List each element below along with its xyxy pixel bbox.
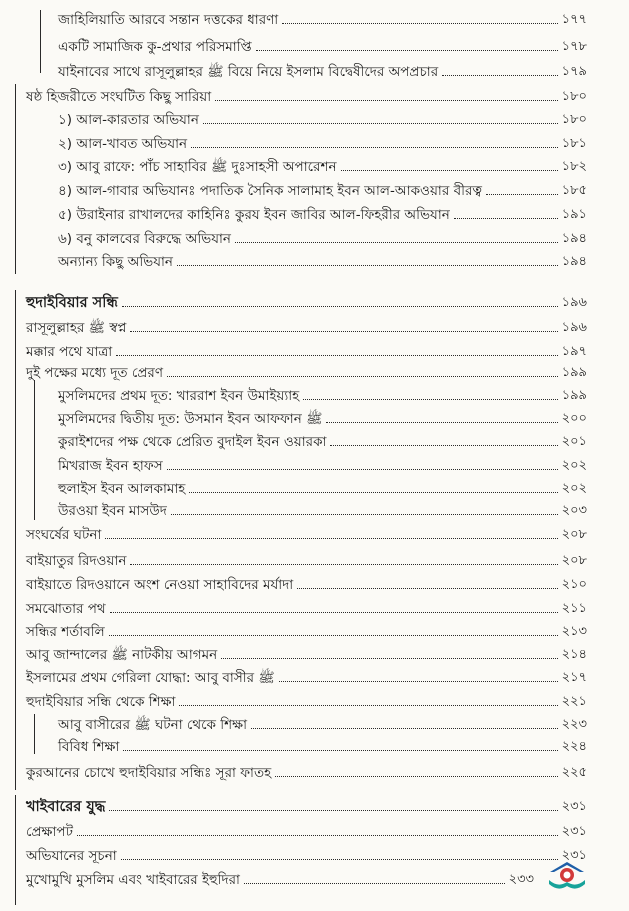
toc-entry-page: ১৯৭	[561, 344, 587, 359]
dot-leader	[282, 23, 557, 24]
toc-entry-title: ষষ্ঠ হিজরীতে সংঘটিত কিছু সারিয়া	[26, 89, 212, 105]
dot-leader	[256, 50, 558, 51]
toc-entry-title: মক্কার পথে যাত্রা	[26, 344, 113, 360]
toc-entry-title: মুসলিমদের প্রথম দূত: খাররাশ ইবন উমাইয়্যাহ	[58, 388, 300, 404]
toc-entry-page: ১৯৯	[561, 365, 587, 380]
toc-entry-title: প্রেক্ষাপট	[26, 824, 73, 840]
toc-entry-page: ২১৩	[561, 624, 587, 639]
toc-entry[interactable]	[58, 733, 587, 755]
toc-entry-title: কুরআনের চোখে হুদাইবিয়ার সন্ধিঃ সূরা ফাতহ	[26, 765, 272, 781]
toc-entry-title: ৩) আবু রাফে: পাঁচ সাহাবির ﷺ দুঃসাহসী অপারেশন	[58, 159, 337, 175]
toc-entry[interactable]	[26, 595, 587, 617]
dot-leader	[177, 265, 558, 266]
toc-entry-page: ২১০	[561, 577, 587, 592]
toc-entry[interactable]	[26, 547, 587, 569]
dot-leader	[105, 538, 557, 539]
toc-entry-title: মুসলিমদের দ্বিতীয় দূত: উসমান ইবন আফফান ﷺ	[58, 411, 323, 427]
toc-entry-title: ২) আল-খাবত অভিযান	[58, 136, 188, 152]
toc-entry[interactable]	[58, 106, 587, 128]
toc-entry-title: বাইয়াতে রিদওয়ানে অংশ নেওয়া সাহাবিদের মর্যাদা	[26, 577, 294, 593]
dot-leader	[203, 123, 558, 124]
dot-leader	[326, 422, 557, 423]
toc-chapter-title: হুদাইবিয়ার সন্ধি	[26, 295, 118, 311]
dot-leader	[116, 355, 557, 356]
dot-leader	[167, 469, 558, 470]
dot-leader	[130, 564, 557, 565]
toc-entry[interactable]	[58, 177, 587, 199]
dot-leader	[297, 588, 557, 589]
toc-entry-page: ২০৮	[561, 527, 587, 542]
toc-entry-title: একটি সামাজিক কু-প্রথার পরিসমাপ্তি	[58, 39, 252, 55]
toc-entry-page: ২০২	[561, 458, 587, 473]
toc-entry-title: আবু বাসীরের ﷺ ঘটনা থেকে শিক্ষা	[58, 717, 247, 733]
toc-entry[interactable]	[58, 33, 587, 55]
toc-entry-title: হুদাইবিয়ার সন্ধি থেকে শিক্ষা	[26, 694, 176, 710]
toc-entry[interactable]	[26, 818, 587, 840]
toc-guide-line	[34, 380, 35, 520]
toc-entry-page: ১৯৯	[561, 388, 587, 403]
dot-leader	[110, 612, 558, 613]
publisher-logo-icon	[546, 858, 588, 894]
toc-entry-title: দুই পক্ষের মধ্যে দূত প্রেরণ	[26, 365, 163, 381]
dot-leader	[215, 100, 558, 101]
dot-leader	[121, 859, 558, 860]
toc-chapter[interactable]	[26, 289, 587, 311]
toc-entry-page: ২১৪	[561, 647, 587, 662]
dot-leader	[167, 376, 558, 377]
toc-entry[interactable]	[58, 497, 587, 519]
toc-entry-title: ১) আল-কারতার অভিযান	[58, 112, 199, 128]
toc-entry-page: ১৯৬	[561, 320, 587, 335]
toc-entry-title: ৬) বনু কালবের বিরুদ্ধে অভিযান	[58, 231, 231, 247]
toc-entry-page: ২০২	[561, 481, 587, 496]
toc-entry-page: ২৩১	[561, 848, 587, 863]
toc-entry-page: ২৩১	[561, 824, 587, 839]
toc-entry-page: ১৭৯	[561, 64, 587, 79]
toc-entry[interactable]	[26, 521, 587, 543]
dot-leader	[123, 750, 557, 751]
toc-entry[interactable]	[58, 6, 587, 28]
dot-leader	[221, 658, 558, 659]
dot-leader	[275, 776, 557, 777]
toc-entry-page: ২০৮	[561, 553, 587, 568]
toc-entry[interactable]	[58, 248, 587, 270]
toc-entry[interactable]	[26, 759, 587, 781]
toc-entry[interactable]	[26, 83, 587, 105]
toc-entry-title: সন্ধির শর্তাবলি	[26, 624, 105, 640]
dot-leader	[109, 810, 557, 811]
toc-entry-page: ১৯৪	[561, 254, 587, 269]
dot-leader	[244, 883, 505, 884]
toc-entry[interactable]	[58, 711, 587, 733]
dot-leader	[330, 445, 557, 446]
toc-entry-title: মিখরাজ ইবন হাফস	[58, 458, 163, 474]
toc-entry-page: ১৮২	[561, 159, 587, 174]
toc-entry-page: ২০০	[561, 411, 587, 426]
dot-leader	[235, 242, 558, 243]
toc-entry-page: ২০১	[561, 434, 587, 449]
toc-entry-title: হুলাইস ইবন আলকামাহ	[58, 481, 186, 497]
toc-entry-title: অভিযানের সূচনা	[26, 848, 117, 864]
dot-leader	[191, 147, 558, 148]
toc-entry[interactable]	[26, 664, 587, 686]
dot-leader	[171, 514, 558, 515]
toc-entry[interactable]	[26, 866, 534, 888]
dot-leader	[251, 728, 558, 729]
dot-leader	[77, 835, 558, 836]
dot-leader	[442, 75, 558, 76]
toc-entry-page: ২০৩	[561, 503, 587, 518]
toc-entry[interactable]	[58, 428, 587, 450]
dot-leader	[303, 399, 557, 400]
toc-entry[interactable]	[26, 359, 587, 381]
toc-entry[interactable]	[58, 201, 587, 223]
toc-entry-title: কুরাইশদের পক্ষ থেকে প্রেরিত বুদাইল ইবন ওয়ারকা	[58, 434, 327, 450]
toc-entry-page: ১৯১	[561, 207, 587, 222]
toc-entry-title: আবু জান্দালের ﷺ নাটকীয় আগমন	[26, 647, 218, 663]
toc-entry-page: ১৯৬	[561, 295, 587, 310]
toc-chapter-title: খাইবারের যুদ্ধ	[26, 799, 106, 815]
toc-entry[interactable]	[26, 641, 587, 663]
toc-entry-title: ৫) উরাইনার রাখালদের কাহিনিঃ কুরয ইবন জাবির আল-ফিহরীর অভিযান	[58, 207, 450, 223]
dot-leader	[122, 306, 558, 307]
toc-guide-line	[15, 290, 16, 790]
toc-entry-title: সংঘর্ষের ঘটনা	[26, 527, 102, 543]
toc-entry-page: ২৩১	[561, 799, 587, 814]
toc-entry-page: ১৮৫	[561, 183, 587, 198]
toc-entry[interactable]	[26, 688, 587, 710]
toc-entry-page: ১৭৮	[561, 39, 587, 54]
toc-entry-title: ইসলামের প্রথম গেরিলা যোদ্ধা: আবু বাসীর ﷺ	[26, 670, 275, 686]
toc-entry-title: রাসূলুল্লাহর ﷺ স্বপ্ন	[26, 320, 127, 336]
toc-entry-title: বাইয়াতুর রিদওয়ান	[26, 553, 127, 569]
dot-leader	[279, 681, 558, 682]
toc-entry[interactable]	[26, 571, 587, 593]
toc-entry-title: সমঝোতার পথ	[26, 601, 106, 617]
dot-leader	[179, 705, 557, 706]
toc-entry[interactable]	[26, 842, 587, 864]
toc-guide-line	[34, 714, 35, 754]
toc-chapter[interactable]	[26, 793, 587, 815]
dot-leader	[189, 492, 557, 493]
toc-entry[interactable]	[58, 405, 587, 427]
dot-leader	[486, 194, 558, 195]
toc-entry-title: জাহিলিয়াতি আরবে সন্তান দত্তকের ধারণা	[58, 12, 279, 28]
toc-entry[interactable]	[26, 314, 587, 336]
toc-entry[interactable]	[58, 382, 587, 404]
toc-entry-page: ১৮১	[561, 136, 587, 151]
toc-entry-page: ২২৪	[561, 739, 587, 754]
toc-entry-page: ২২১	[561, 694, 587, 709]
toc-entry-page: ২১৭	[561, 670, 587, 685]
toc-entry-page: ১৮০	[561, 89, 587, 104]
toc-guide-line	[40, 10, 41, 73]
toc-entry[interactable]	[58, 452, 587, 474]
toc-entry-title: উরওয়া ইবন মাসউদ	[58, 503, 167, 519]
toc-guide-line	[15, 84, 16, 274]
toc-entry-title: যাইনাবের সাথে রাসূলুল্লাহর ﷺ বিয়ে নিয়ে ইসলাম বিদ্বেষীদের অপপ্রচার	[58, 64, 439, 80]
toc-entry[interactable]	[58, 58, 587, 80]
toc-entry-page: ১৭৭	[561, 12, 587, 27]
toc-guide-line	[15, 795, 16, 905]
toc-entry-page: ১৯৪	[561, 231, 587, 246]
toc-entry[interactable]	[58, 153, 587, 175]
toc-entry[interactable]	[58, 475, 587, 497]
dot-leader	[109, 635, 558, 636]
dot-leader	[341, 170, 558, 171]
dot-leader	[130, 331, 557, 332]
dot-leader	[454, 218, 558, 219]
toc-entry-page: ২৩৩	[508, 872, 534, 887]
toc-entry-title: অন্যান্য কিছু অভিযান	[58, 254, 173, 270]
toc-entry-title: ৪) আল-গাবার অভিযানঃ পদাতিক সৈনিক সালামাহ ইবন আল-আকওয়ার বীরত্ব	[58, 183, 482, 199]
toc-entry[interactable]	[58, 130, 587, 152]
toc-entry[interactable]	[58, 225, 587, 247]
toc-entry-page: ২২৩	[561, 717, 587, 732]
toc-entry-page: ২১১	[561, 601, 587, 616]
toc-entry-page: ২২৫	[561, 765, 587, 780]
toc-entry-title: মুখোমুখি মুসলিম এবং খাইবারের ইহুদিরা	[26, 872, 240, 888]
toc-entry-title: বিবিধ শিক্ষা	[58, 739, 120, 755]
toc-entry-page: ১৮০	[561, 112, 587, 127]
toc-entry[interactable]	[26, 338, 587, 360]
toc-entry[interactable]	[26, 618, 587, 640]
